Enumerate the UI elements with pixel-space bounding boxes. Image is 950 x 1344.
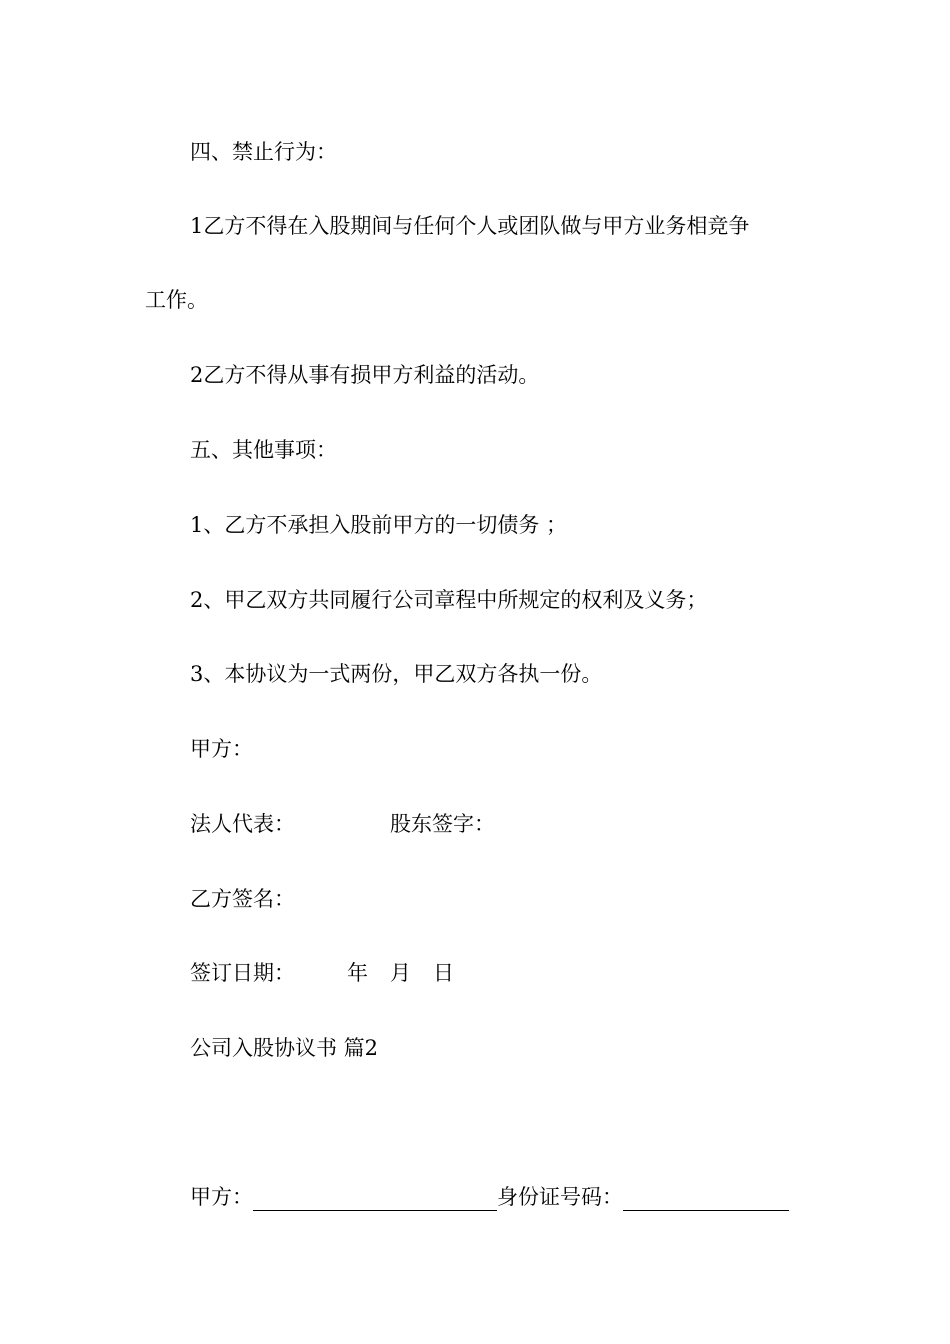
section4-heading: 四、禁止行为： <box>190 140 337 164</box>
party-a-name-blank[interactable] <box>253 1188 497 1211</box>
month-label: 月 <box>390 961 411 985</box>
party-a-label: 甲方： <box>190 737 253 761</box>
party-a-id-row <box>190 1183 789 1211</box>
signature-row <box>190 810 495 838</box>
item4-1-line1: 1乙方不得在入股期间与任何个人或团队做与甲方业务相竞争 <box>190 214 750 238</box>
id-number-blank[interactable] <box>623 1188 789 1211</box>
item5-3: 3、本协议为一式两份，甲乙双方各执一份。 <box>190 662 603 686</box>
day-label: 日 <box>433 961 454 985</box>
party-a-label-2: 甲方： <box>190 1185 253 1209</box>
sign-date-label: 签订日期： <box>190 961 295 985</box>
shareholder-sign-label: 股东签字： <box>390 812 495 836</box>
item5-2: 2、甲乙双方共同履行公司章程中所规定的权利及义务； <box>190 588 708 612</box>
party-b-sign-label: 乙方签名： <box>190 887 295 911</box>
year-label: 年 <box>347 961 368 985</box>
section5-heading: 五、其他事项： <box>190 438 337 462</box>
sign-date-row <box>190 959 454 987</box>
item4-2: 2乙方不得从事有损甲方利益的活动。 <box>190 363 540 387</box>
id-number-label: 身份证号码： <box>497 1185 623 1209</box>
next-section-title: 公司入股协议书 篇2 <box>190 1036 379 1060</box>
item4-1-line2: 工作。 <box>145 288 208 312</box>
item5-1: 1、乙方不承担入股前甲方的一切债务 ； <box>190 513 568 537</box>
legal-rep-label: 法人代表： <box>190 812 295 836</box>
